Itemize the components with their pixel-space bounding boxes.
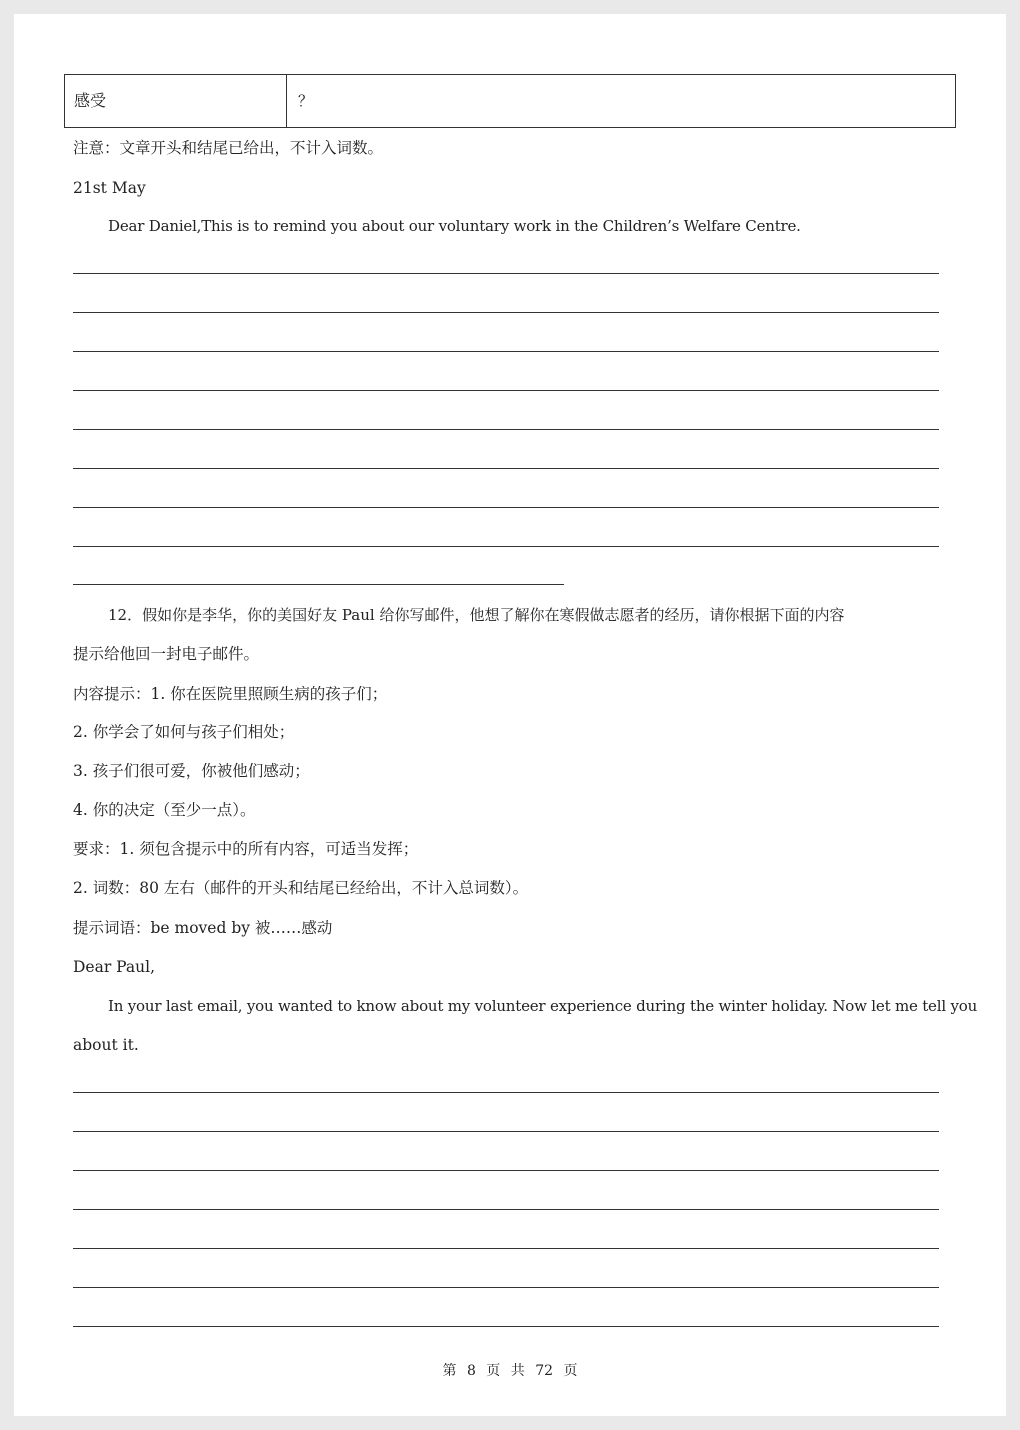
info-table-row <box>64 74 956 128</box>
hint-item-1: 内容提示：1. 你在医院里照顾生病的孩子们； <box>73 685 388 703</box>
page-number: 第 8 页 共 72 页 <box>442 1363 578 1379</box>
writing-line <box>73 273 939 274</box>
letter2-body-line1: In your last email, you wanted to know about my volunteer experience during the winter holiday. Now let me tell you <box>108 997 978 1015</box>
note-text: 注意：文章开头和结尾已给出，不计入词数。 <box>73 139 384 157</box>
writing-line <box>73 1170 939 1171</box>
writing-line <box>73 1326 939 1327</box>
writing-line <box>73 1248 939 1249</box>
question12-line1: 12．假如你是李华，你的美国好友 Paul 给你写邮件，他想了解你在寒假做志愿者的经历，请你根据下面的内容 <box>108 606 845 624</box>
hint-item-3: 3. 孩子们很可爱，你被他们感动； <box>73 762 310 780</box>
requirement-1: 要求：1. 须包含提示中的所有内容，可适当发挥； <box>73 840 419 858</box>
letter1-date: 21st May <box>73 179 146 197</box>
writing-line <box>73 1209 939 1210</box>
writing-line <box>73 507 939 508</box>
question12-line2: 提示给他回一封电子邮件。 <box>73 645 260 663</box>
writing-line <box>73 312 939 313</box>
writing-line <box>73 1131 939 1132</box>
writing-line <box>73 1287 939 1288</box>
writing-line <box>73 1092 939 1093</box>
document-page <box>14 14 1006 1416</box>
table-label-cell: 感受 <box>65 75 287 127</box>
writing-line <box>73 390 939 391</box>
writing-line <box>73 546 939 547</box>
letter2-salutation: Dear Paul, <box>73 958 156 976</box>
writing-line <box>73 429 939 430</box>
requirement-2: 2. 词数：80 左右（邮件的开头和结尾已经给出，不计入总词数）。 <box>73 879 529 897</box>
letter1-opening: Dear Daniel,This is to remind you about our voluntary work in the Children’s Welfare Centre. <box>108 217 801 235</box>
hint-item-2: 2. 你学会了如何与孩子们相处； <box>73 723 295 741</box>
writing-line <box>73 468 939 469</box>
writing-line-short <box>73 584 564 585</box>
hint-item-4: 4. 你的决定（至少一点）。 <box>73 801 256 819</box>
writing-line <box>73 351 939 352</box>
letter2-body-line2: about it. <box>73 1036 139 1054</box>
table-value-cell: ？ <box>298 92 314 110</box>
hint-words: 提示词语：be moved by 被……感动 <box>73 919 333 937</box>
